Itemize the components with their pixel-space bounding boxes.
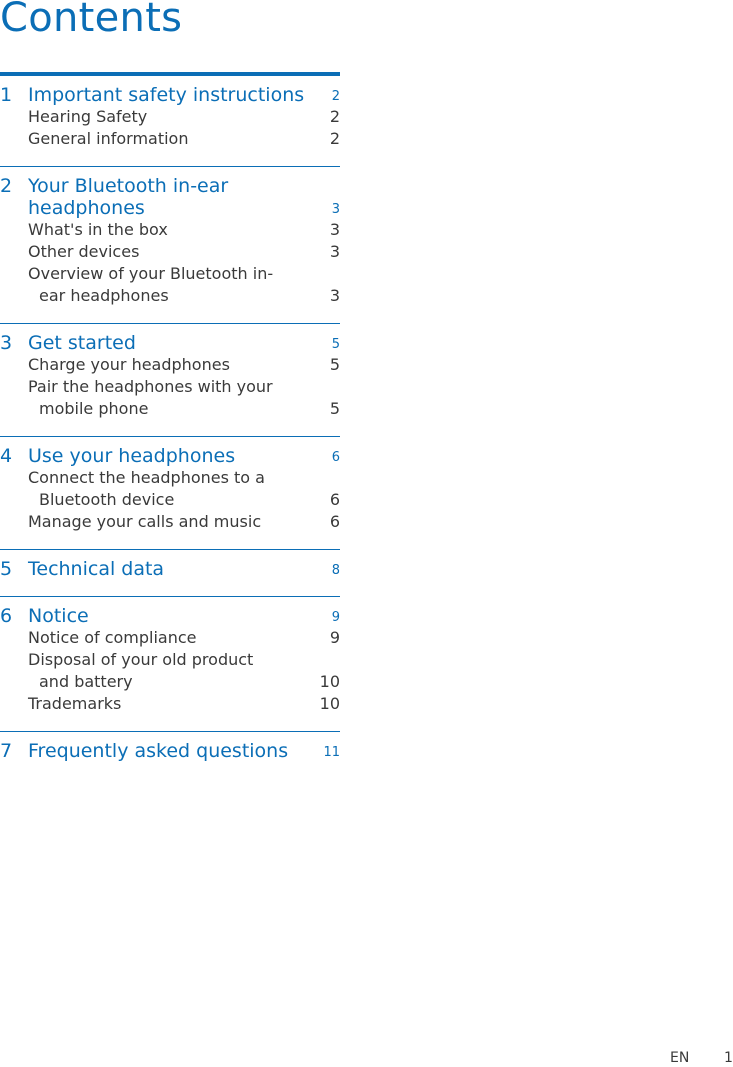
entry-title: Pair the headphones with your [28,377,273,396]
entry-page-number: 3 [329,220,340,239]
toc-entry[interactable] [0,263,340,307]
toc-section-heading[interactable] [0,84,340,106]
entry-title: Trademarks [28,694,122,713]
toc-section [0,549,340,596]
toc-section-heading[interactable] [0,175,340,219]
toc-section [0,436,340,549]
section-page-number: 11 [323,745,340,760]
entry-title: Connect the headphones to a [28,468,265,487]
section-page-number: 9 [331,610,340,625]
section-page-number: 8 [331,563,340,578]
section-title: Frequently asked questions [28,740,289,762]
toc-entry[interactable] [0,128,340,150]
toc-section [0,72,340,166]
section-title: Notice [28,605,89,627]
section-page-number: 3 [331,202,340,217]
toc-entry[interactable] [0,693,340,715]
entry-title: Overview of your Bluetooth in- [28,264,274,283]
entry-page-number: 10 [319,694,340,713]
entry-page-number: 6 [329,512,340,531]
section-title: Get started [28,332,136,354]
entry-page-number: 3 [329,242,340,261]
entry-title: Notice of compliance [28,628,197,647]
toc-section-heading[interactable] [0,740,340,762]
toc-entry[interactable] [0,649,340,693]
section-number: 2 [0,175,13,197]
entry-page-number: 5 [329,399,340,418]
section-page-number: 2 [331,89,340,104]
footer-language: EN [670,1050,690,1066]
section-title: Your Bluetooth in-ear headphones [28,175,229,219]
toc-section [0,323,340,436]
toc-section [0,596,340,731]
entry-page-number: 5 [329,355,340,374]
toc-entry[interactable] [0,627,340,649]
toc-entry[interactable] [0,106,340,128]
entry-page-number: 2 [329,129,340,148]
toc-section-heading[interactable] [0,445,340,467]
page-title: Contents [0,0,183,41]
section-page-number: 6 [331,450,340,465]
toc-entry[interactable] [0,511,340,533]
toc-section-heading[interactable] [0,332,340,354]
section-number: 1 [0,84,13,106]
entry-page-number: 10 [319,672,340,691]
entry-page-number: 6 [329,490,340,509]
entry-title: Manage your calls and music [28,512,262,531]
toc-section [0,731,340,778]
entry-title: Other devices [28,242,140,261]
entry-page-number: 3 [329,286,340,305]
entry-title: Disposal of your old product [28,650,254,669]
section-page-number: 5 [331,337,340,352]
toc-entry[interactable] [0,467,340,511]
section-number: 6 [0,605,13,627]
section-number: 7 [0,740,13,762]
section-title: Technical data [28,558,165,580]
entry-title-continued: Bluetooth device [39,490,175,509]
entry-title-continued: mobile phone [39,399,149,418]
section-number: 3 [0,332,13,354]
toc-entry[interactable] [0,241,340,263]
toc-entry[interactable] [0,354,340,376]
section-title: Important safety instructions [28,84,305,106]
entry-page-number: 9 [329,628,340,647]
toc-section-heading[interactable] [0,605,340,627]
entry-page-number: 2 [329,107,340,126]
entry-title: What's in the box [28,220,168,239]
entry-title: General information [28,129,189,148]
entry-title: Charge your headphones [28,355,230,374]
entry-title-continued: and battery [39,672,133,691]
footer-page-number: 1 [724,1050,733,1066]
entry-title: Hearing Safety [28,107,148,126]
toc-entry[interactable] [0,219,340,241]
section-number: 5 [0,558,13,580]
toc-entry[interactable] [0,376,340,420]
table-of-contents [0,72,340,778]
toc-section [0,166,340,323]
section-number: 4 [0,445,13,467]
toc-section-heading[interactable] [0,558,340,580]
entry-title-continued: ear headphones [39,286,169,305]
section-title: Use your headphones [28,445,236,467]
